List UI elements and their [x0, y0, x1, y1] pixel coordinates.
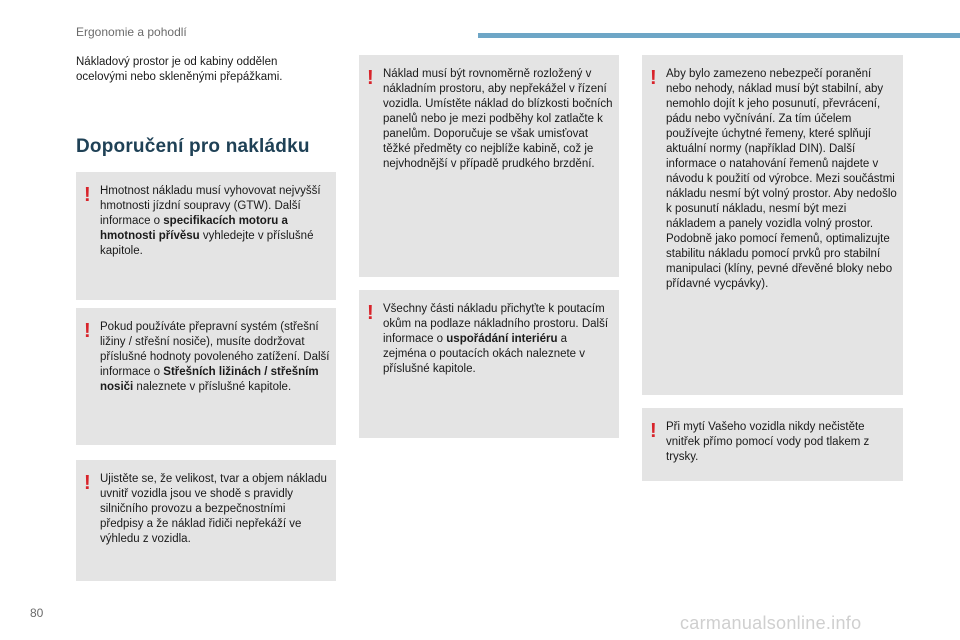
intro-text: Nákladový prostor je od kabiny oddělen ocelovými nebo skleněnými přepážkami. [76, 56, 283, 83]
note-gtw-text: Hmotnost nákladu musí vyhovovat nejvyšší hmotnosti jízdní soupravy (GTW). Další informace o specifikacích motoru a hmotnosti přívěsu vyhledejte v příslušné kapitole. [100, 185, 321, 257]
note-roof [76, 308, 336, 445]
note-size [76, 460, 336, 581]
page-heading: Doporučení pro nakládku [76, 136, 310, 157]
note-distribution-text: Náklad musí být rovnoměrně rozložený v nákladním prostoru, aby nepřekážel v řízení vozidla. Umístěte náklad do blízkosti bočních panelů nebo je mezi podběhy kol zatlačte k panelům. Doporučuje se však umisťovat těžké předměty co nejblíže kabině, což je nejvhodnější v případě prudkého brzdění. [383, 68, 613, 170]
watermark: carmanualsonline.info [680, 613, 862, 633]
note-stability-text: Aby bylo zamezeno nebezpečí poranění nebo nehody, náklad musí být stabilní, aby nemohlo dojít k jeho posunutí, převrácení, pádu nebo vyčnívání. Za tím účelem používejte úchytné řemeny, které splňují aktuální normy (například DIN). Další informace o natahování řemenů najdete v návodu k použití od výrobce. Mezi součástmi nákladu nesmí být volný prostor. Aby nedošlo k posunutí nákladu, nesmí být mezi nákladem a panely vozidla volný prostor. Podobně jako pomocí řemenů, optimalizujte stabilitu nákladu pomocí prvků pro stabilní manipulaci (klíny, pevné dřevěné bloky nebo přídavné vycpávky). [666, 68, 897, 290]
note-washing-text: Při mytí Vašeho vozidla nikdy nečistěte vnitřek přímo pomocí vody pod tlakem z trysky. [666, 421, 870, 463]
warning-icon: ! [84, 184, 91, 206]
page-number: 80 [30, 606, 44, 620]
note-distribution [359, 55, 619, 277]
warning-icon: ! [367, 67, 374, 89]
note-anchor-text: Všechny části nákladu přichyťte k poutacím okům na podlaze nákladního prostoru. Další informace o uspořádání interiéru a zejména o poutacích okách naleznete v příslušné kapitole. [383, 303, 609, 375]
note-anchor [359, 290, 619, 438]
warning-icon: ! [650, 420, 657, 442]
note-stability [642, 55, 903, 395]
note-roof-text: Pokud používáte přepravní systém (střešní ližiny / střešní nosiče), musíte dodržovat příslušné hodnoty povoleného zatížení. Další informace o Střešních ližinách / střešním nosiči naleznete v příslušné kapitole. [100, 321, 330, 393]
warning-icon: ! [650, 67, 657, 89]
warning-icon: ! [84, 472, 91, 494]
header-accent-bar [478, 33, 960, 38]
note-gtw [76, 172, 336, 300]
note-size-text: Ujistěte se, že velikost, tvar a objem nákladu uvnitř vozidla jsou ve shodě s pravidly silničního provozu a bezpečnostními předpisy a že náklad řidiči nepřekáží ve výhledu z vozidla. [100, 473, 327, 545]
warning-icon: ! [367, 302, 374, 324]
note-washing [642, 408, 903, 481]
section-title: Ergonomie a pohodlí [76, 25, 187, 39]
warning-icon: ! [84, 320, 91, 342]
